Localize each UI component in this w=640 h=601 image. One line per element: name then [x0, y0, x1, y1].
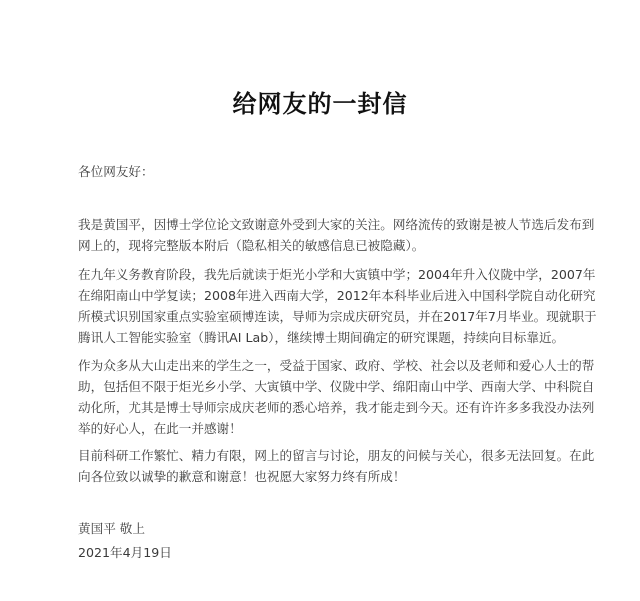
date: 2021年4月19日	[78, 545, 172, 560]
line: 在九年义务教育阶段，我先后就读于炬光小学和大寅镇中学；2004年升入仪陇中学，2007年	[78, 267, 596, 282]
greeting: 各位网友好：	[78, 164, 154, 179]
line: 所模式识别国家重点实验室硕博连读，导师为宗成庆研究员，并在2017年7月毕业。现就职于	[78, 309, 597, 324]
line: 腾讯人工智能实验室（腾讯AI Lab），继续博士期间确定的研究课题，持续向目标靠近。	[78, 330, 565, 345]
line: 助，包括但不限于炬光乡小学、大寅镇中学、仪陇中学、绵阳南山中学、西南大学、中科院自	[78, 379, 595, 394]
letter-title: 给网友的一封信	[232, 90, 408, 118]
line: 网上的，现将完整版本附后（隐私相关的敏感信息已被隐藏）。	[78, 238, 425, 253]
line: 我是黄国平，因博士学位论文致谢意外受到大家的关注。网络流传的致谢是被人节选后发布到	[78, 217, 595, 232]
line: 动化所，尤其是博士导师宗成庆老师的悉心培养，我才能走到今天。还有许许多多我没办法列	[78, 400, 595, 415]
paragraph-3	[78, 355, 594, 439]
line: 在绵阳南山中学复读；2008年进入西南大学，2012年本科毕业后进入中国科学院自动化研究	[78, 288, 596, 303]
line: 举的好心人，在此一并感谢！	[78, 421, 242, 436]
line: 目前科研工作繁忙、精力有限，网上的留言与讨论，朋友的问候与关心，很多无法回复。在此	[78, 448, 595, 463]
signature: 黄国平 敬上	[78, 521, 145, 536]
paragraph-4	[78, 445, 594, 487]
paragraph-1	[78, 214, 594, 256]
line: 作为众多从大山走出来的学生之一，受益于国家、政府、学校、社会以及老师和爱心人士的帮	[78, 358, 595, 373]
paragraph-2	[78, 264, 597, 348]
line: 向各位致以诚挚的歉意和谢意！也祝愿大家努力终有所成！	[78, 469, 406, 484]
